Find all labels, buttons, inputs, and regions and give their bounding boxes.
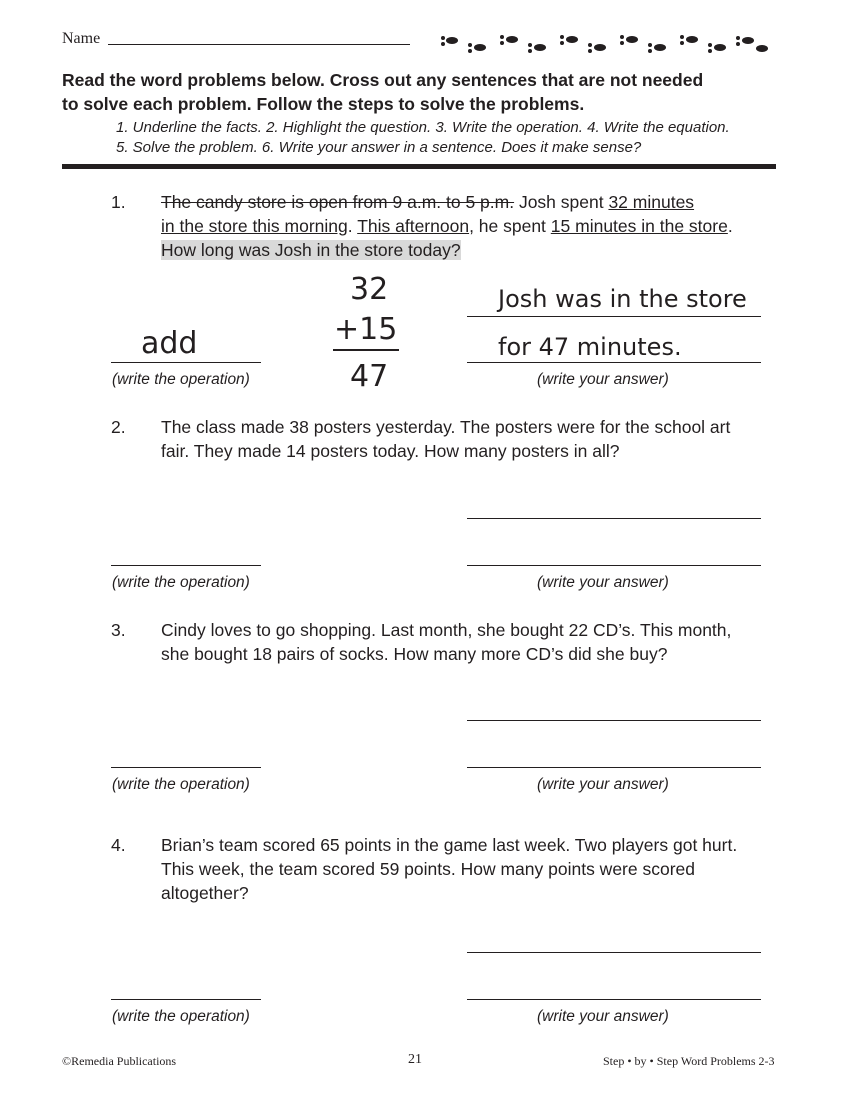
operation-label: (write the operation) — [112, 776, 250, 793]
footer-series: Step • by • Step Word Problems 2-3 — [603, 1054, 775, 1068]
answer-label: (write your answer) — [537, 776, 669, 793]
problem-2-number: 2. — [111, 417, 126, 437]
answer-line-1[interactable] — [467, 316, 761, 317]
answer-label: (write your answer) — [537, 371, 669, 388]
problem-1-line-3 — [161, 238, 781, 262]
underlined-fact: 15 minutes in the store — [550, 216, 728, 236]
problem-2-text — [161, 415, 781, 463]
name-label: Name — [62, 30, 101, 47]
page-number: 21 — [408, 1052, 422, 1067]
problem-1-text-run: , he spent — [469, 216, 551, 236]
problem-4-line-3: altogether? — [161, 883, 249, 903]
answer-line-1[interactable] — [467, 518, 761, 519]
answer-line-1[interactable] — [467, 720, 761, 721]
instructions-steps — [116, 118, 826, 158]
problem-4-number: 4. — [111, 835, 126, 855]
problem-4-text — [161, 833, 801, 905]
answer-line-1[interactable] — [467, 952, 761, 953]
highlighted-question: How long was Josh in the store today? — [161, 240, 461, 260]
operation-line[interactable] — [111, 999, 261, 1000]
operation-line[interactable] — [111, 565, 261, 566]
problem-1-line-2 — [161, 214, 781, 238]
answer-line-2[interactable] — [467, 565, 761, 566]
problem-3-number: 3. — [111, 620, 126, 640]
footer-copyright: ©Remedia Publications — [62, 1054, 177, 1068]
crossed-out-sentence: The candy store is open from 9 a.m. to 5 p.m. — [161, 192, 515, 212]
steps-line-2: 5. Solve the problem. 6. Write your answer in a sentence. Does it make sense? — [116, 139, 642, 156]
instructions-heading-line-2: to solve each problem. Follow the steps to solve the problems. — [62, 94, 585, 114]
equation-result: 47 — [350, 359, 389, 394]
operation-label: (write the operation) — [112, 574, 250, 591]
problem-4-line-1: Brian’s team scored 65 points in the game last week. Two players got hurt. — [161, 835, 738, 855]
footprints-icon — [440, 33, 770, 55]
instructions-heading-line-1: Read the word problems below. Cross out any sentences that are not needed — [62, 70, 704, 90]
answer-line-2[interactable] — [467, 999, 761, 1000]
answer-line-2[interactable] — [467, 767, 761, 768]
problem-1-text-run: . — [347, 216, 358, 236]
operation-line[interactable] — [111, 362, 261, 363]
name-field-line[interactable] — [108, 44, 410, 45]
problem-1-text — [161, 190, 781, 262]
problem-3-text — [161, 618, 781, 666]
problem-1-text-run: Josh spent — [514, 192, 609, 212]
answer-label: (write your answer) — [537, 574, 669, 591]
equation-bar — [333, 349, 399, 351]
header-divider — [62, 164, 776, 169]
problem-3-line-1: Cindy loves to go shopping. Last month, she bought 22 CD’s. This month, — [161, 620, 732, 640]
answer-line-2[interactable] — [467, 362, 761, 363]
problem-1-text-run: . — [727, 216, 733, 236]
steps-line-1: 1. Underline the facts. 2. Highlight the question. 3. Write the operation. 4. Write the equation. — [116, 119, 730, 136]
problem-4-line-2: This week, the team scored 59 points. How many points were scored — [161, 859, 695, 879]
instructions-heading — [62, 68, 822, 116]
answer-line-1-text: Josh was in the store — [498, 285, 747, 313]
operation-line[interactable] — [111, 767, 261, 768]
operation-label: (write the operation) — [112, 1008, 250, 1025]
underlined-fact: in the store this morning — [161, 216, 348, 236]
problem-2-line-2: fair. They made 14 posters today. How many posters in all? — [161, 441, 620, 461]
answer-line-2-text: for 47 minutes. — [498, 333, 682, 361]
underlined-fact: This afternoon — [357, 216, 470, 236]
problem-1-number: 1. — [111, 192, 126, 212]
answer-label: (write your answer) — [537, 1008, 669, 1025]
equation-top: 32 — [350, 272, 389, 307]
equation-middle: +15 — [334, 312, 398, 347]
underlined-fact: 32 minutes — [608, 192, 695, 212]
problem-2-line-1: The class made 38 posters yesterday. The posters were for the school art — [161, 417, 731, 437]
problem-1-line-1 — [161, 190, 781, 214]
operation-label: (write the operation) — [112, 371, 250, 388]
operation-answer: add — [141, 326, 198, 361]
problem-3-line-2: she bought 18 pairs of socks. How many more CD’s did she buy? — [161, 644, 668, 664]
